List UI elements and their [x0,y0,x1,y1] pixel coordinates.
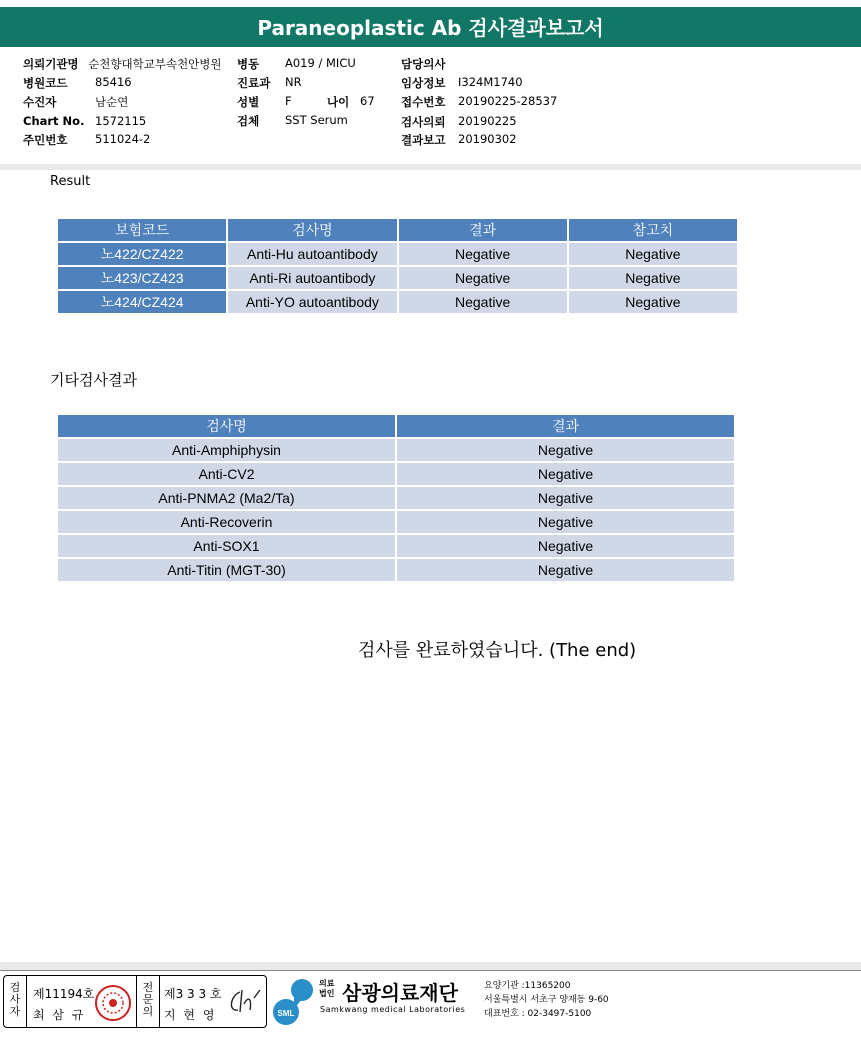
reference-cell: Negative [569,243,737,265]
test-name-cell: Anti-Ri autoantibody [228,267,396,289]
report-title: Paraneoplastic Ab 검사결과보고서 [0,9,861,47]
org-prefix: 의료 법인 [319,979,335,998]
org-phone: 대표번호 : 02-3497-5100 [484,1009,592,1019]
table-row [58,487,734,509]
separator-band [0,164,861,170]
reference-cell: Negative [569,291,737,313]
signature-box [3,975,267,1028]
col-result: 결과 [399,219,567,241]
ward-label: 병동 [237,57,260,71]
result-cell: Negative [397,439,734,461]
end-message: 검사를 완료하였습니다. (The end) [358,640,637,661]
report-date-label: 결과보고 [401,133,446,147]
table-row [58,511,734,533]
col-test-name: 검사명 [228,219,396,241]
col-insurance-code: 보험코드 [58,219,226,241]
sml-logo-icon [272,977,320,1027]
institution-field [23,56,222,72]
title-bar [0,0,861,47]
org-address: 서울특별시 서초구 양재동 9-60 [484,995,609,1005]
table-row [58,463,734,485]
clinical-value: I324M1740 [458,75,523,89]
sex-label: 성별 [237,95,260,109]
result-cell: Negative [397,559,734,581]
test-name-cell: Anti-PNMA2 (Ma2/Ta) [58,487,395,509]
result-cell: Negative [397,511,734,533]
hospital-code-label: 병원코드 [23,76,68,90]
id-label: 주민번호 [23,133,68,147]
hospital-code-value: 85416 [95,75,132,89]
logo-small-text: SML [277,1009,295,1018]
test-name-cell: Anti-SOX1 [58,535,395,557]
result-cell: Negative [397,487,734,509]
ward-value: A019 / MICU [285,56,356,70]
footer-band [0,962,861,970]
receipt-label: 접수번호 [401,95,446,109]
org-logo [272,977,466,1031]
specimen-label: 검체 [237,114,260,128]
tester-label [4,976,27,1027]
dept-value: NR [285,75,302,89]
age-label: 나이 [327,95,350,109]
other-table-header [58,415,734,437]
report-date-value: 20190302 [458,132,517,146]
insurance-code-cell: 노423/CZ423 [58,267,226,289]
test-name-cell: Anti-YO autoantibody [228,291,396,313]
chart-label: Chart No. [23,114,85,128]
table-row [58,559,734,581]
result-section-label: Result [50,174,91,189]
report-header [0,47,861,165]
test-name-cell: Anti-Recoverin [58,511,395,533]
chart-value: 1572115 [95,114,147,128]
age-value: 67 [360,94,375,108]
result-cell: Negative [397,463,734,485]
id-value: 511024-2 [95,132,151,146]
result-cell: Negative [397,535,734,557]
col-test-name: 검사명 [58,415,395,437]
insurance-code-cell: 노424/CZ424 [58,291,226,313]
org-info [484,979,609,1021]
specialist-name: 지 현 영 [164,1008,217,1022]
test-name-cell: Anti-CV2 [58,463,395,485]
tester-name: 최 삼 규 [33,1008,86,1022]
institution-value: 순천향대학교부속천안병원 [88,57,222,71]
sex-value: F [285,94,292,108]
institution-label: 의뢰기관명 [23,57,79,71]
patient-value: 남순연 [95,95,129,109]
other-results-table [56,413,736,583]
specialist-label-text: 전문의 [142,981,154,1018]
org-name-en: Samkwang medical Laboratories [320,1005,466,1014]
specialist-label [136,976,160,1027]
tester-label-text: 검사자 [9,981,21,1018]
result-cell: Negative [399,243,567,265]
dept-label: 진료과 [237,76,271,90]
result-cell: Negative [399,267,567,289]
tester-license: 제11194호 [33,987,95,1001]
org-code: 요양기관 :11365200 [484,981,571,991]
result-cell: Negative [399,291,567,313]
tester-seal-stamp [94,984,132,1022]
col-reference: 참고치 [569,219,737,241]
test-name-cell: Anti-Amphiphysin [58,439,395,461]
request-label: 검사의뢰 [401,115,446,129]
org-name: 삼광의료재단 [342,981,458,1005]
table-row [58,291,737,313]
table-row [58,535,734,557]
specialist-signature [226,986,262,1018]
col-result: 결과 [397,415,734,437]
result-table-header [58,219,737,241]
table-row [58,439,734,461]
receipt-value: 20190225-28537 [458,94,558,108]
insurance-code-cell: 노422/CZ422 [58,243,226,265]
test-name-cell: Anti-Hu autoantibody [228,243,396,265]
doctor-label: 담당의사 [401,57,446,71]
specialist-license: 제3 3 3 호 [164,987,222,1001]
patient-label: 수진자 [23,95,57,109]
clinical-label: 임상정보 [401,76,446,90]
result-table [56,217,739,315]
specimen-value: SST Serum [285,113,348,127]
table-row [58,243,737,265]
footer-divider [0,970,861,971]
request-value: 20190225 [458,114,517,128]
test-name-cell: Anti-Titin (MGT-30) [58,559,395,581]
other-section-label: 기타검사결과 [50,371,137,389]
reference-cell: Negative [569,267,737,289]
table-row [58,267,737,289]
